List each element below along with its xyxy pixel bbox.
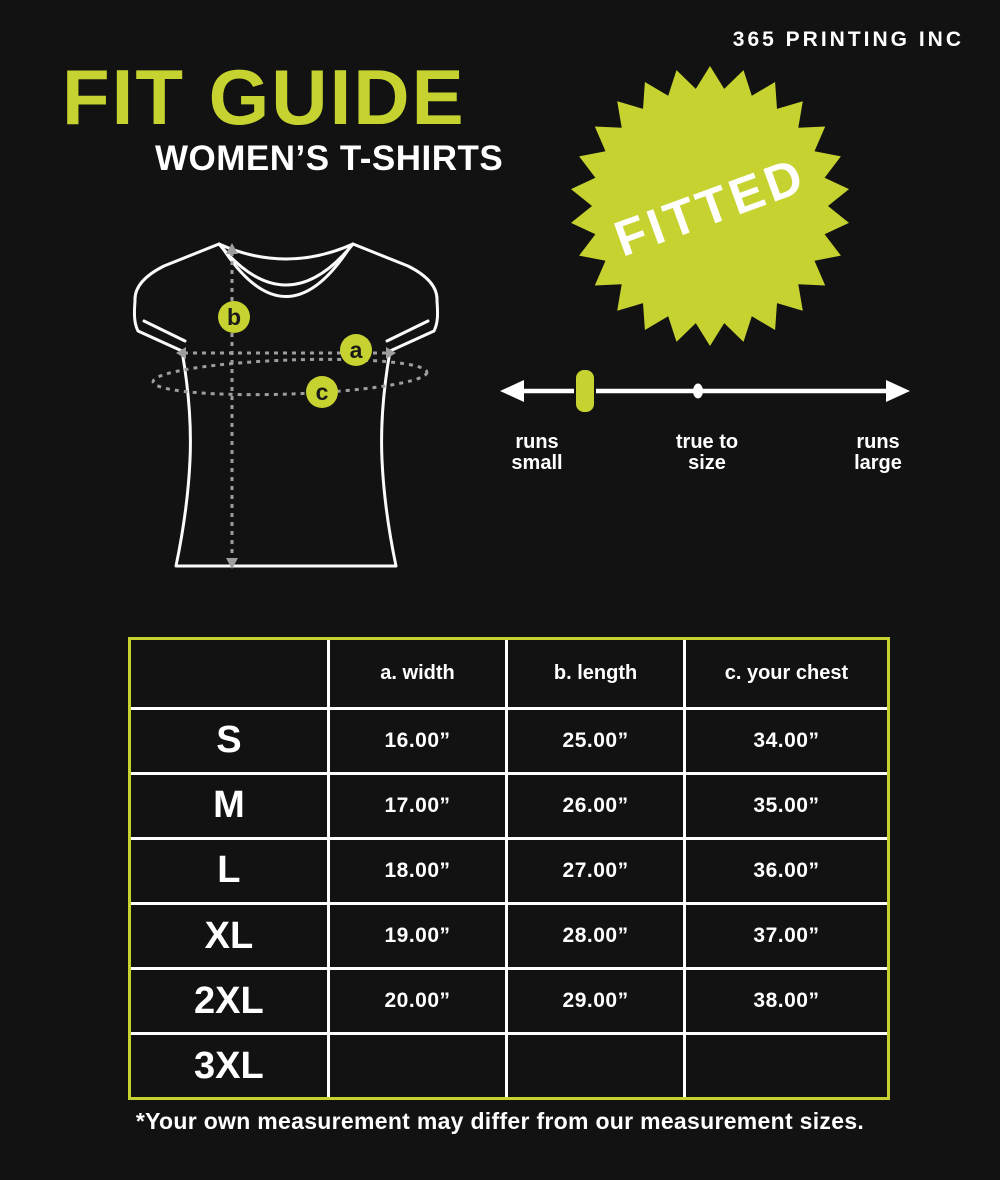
arrow-right-icon: [886, 380, 910, 402]
header-length: b. length: [507, 640, 685, 708]
length-value: 29.00”: [507, 969, 685, 1034]
table-row-m: [131, 773, 887, 838]
table-header-row: [131, 640, 887, 708]
header-chest: c. your chest: [684, 640, 887, 708]
chest-value: 37.00”: [684, 904, 887, 969]
table-row-2xl: [131, 969, 887, 1034]
table-row-l: [131, 838, 887, 903]
scale-label-true-to-size: [676, 432, 738, 474]
page-title: FIT GUIDE: [62, 53, 466, 141]
width-value: 16.00”: [328, 708, 506, 773]
brand-name: 365 PRINTING INC: [732, 28, 964, 51]
header-width: a. width: [328, 640, 506, 708]
arrow-left-icon: [500, 380, 524, 402]
size-label: 2XL: [131, 969, 328, 1034]
size-label: L: [131, 838, 328, 903]
length-value: 28.00”: [507, 904, 685, 969]
scale-label-runs-small: [511, 432, 562, 474]
tshirt-outline: [134, 244, 437, 566]
scale-label-text: runs: [515, 431, 559, 453]
length-value: [507, 1034, 685, 1097]
scale-label-text: large: [854, 452, 902, 474]
marker-a-label: a: [349, 337, 363, 363]
size-label: S: [131, 708, 328, 773]
fitted-badge-label: FITTED: [607, 146, 814, 268]
chest-value: 36.00”: [684, 838, 887, 903]
width-value: 20.00”: [328, 969, 506, 1034]
chest-value: 35.00”: [684, 773, 887, 838]
true-to-size-dot: [693, 384, 703, 399]
length-value: 26.00”: [507, 773, 685, 838]
scale-label-runs-large: [854, 432, 902, 474]
table-row-xl: [131, 904, 887, 969]
header-empty: [131, 640, 328, 708]
fit-scale: [500, 368, 910, 480]
scale-label-text: runs: [856, 431, 900, 453]
scale-label-text: small: [511, 452, 563, 474]
guide-arrowheads: [176, 243, 396, 569]
length-value: 27.00”: [507, 838, 685, 903]
table-row-s: [131, 708, 887, 773]
fit-scale-axis: [500, 368, 910, 424]
width-value: [328, 1034, 506, 1097]
size-table: [128, 637, 890, 1100]
scale-label-text: true to: [675, 431, 739, 453]
length-value: 25.00”: [507, 708, 685, 773]
width-value: 19.00”: [328, 904, 506, 969]
chest-value: 34.00”: [684, 708, 887, 773]
width-value: 18.00”: [328, 838, 506, 903]
size-label: M: [131, 773, 328, 838]
size-label: 3XL: [131, 1034, 328, 1097]
measurement-disclaimer: *Your own measurement may differ from our measurement sizes.: [135, 1108, 865, 1134]
size-label: XL: [131, 904, 328, 969]
scale-label-text: size: [688, 452, 726, 474]
marker-c-label: c: [315, 379, 329, 405]
table-row-3xl: [131, 1034, 887, 1097]
marker-b-label: b: [226, 304, 242, 330]
fitted-badge: [568, 64, 853, 349]
chest-value: 38.00”: [684, 969, 887, 1034]
fit-indicator-marker: [575, 369, 595, 413]
chest-value: [684, 1034, 887, 1097]
tshirt-diagram: [118, 222, 458, 582]
page-subtitle: WOMEN’S T-SHIRTS: [155, 139, 504, 178]
width-value: 17.00”: [328, 773, 506, 838]
